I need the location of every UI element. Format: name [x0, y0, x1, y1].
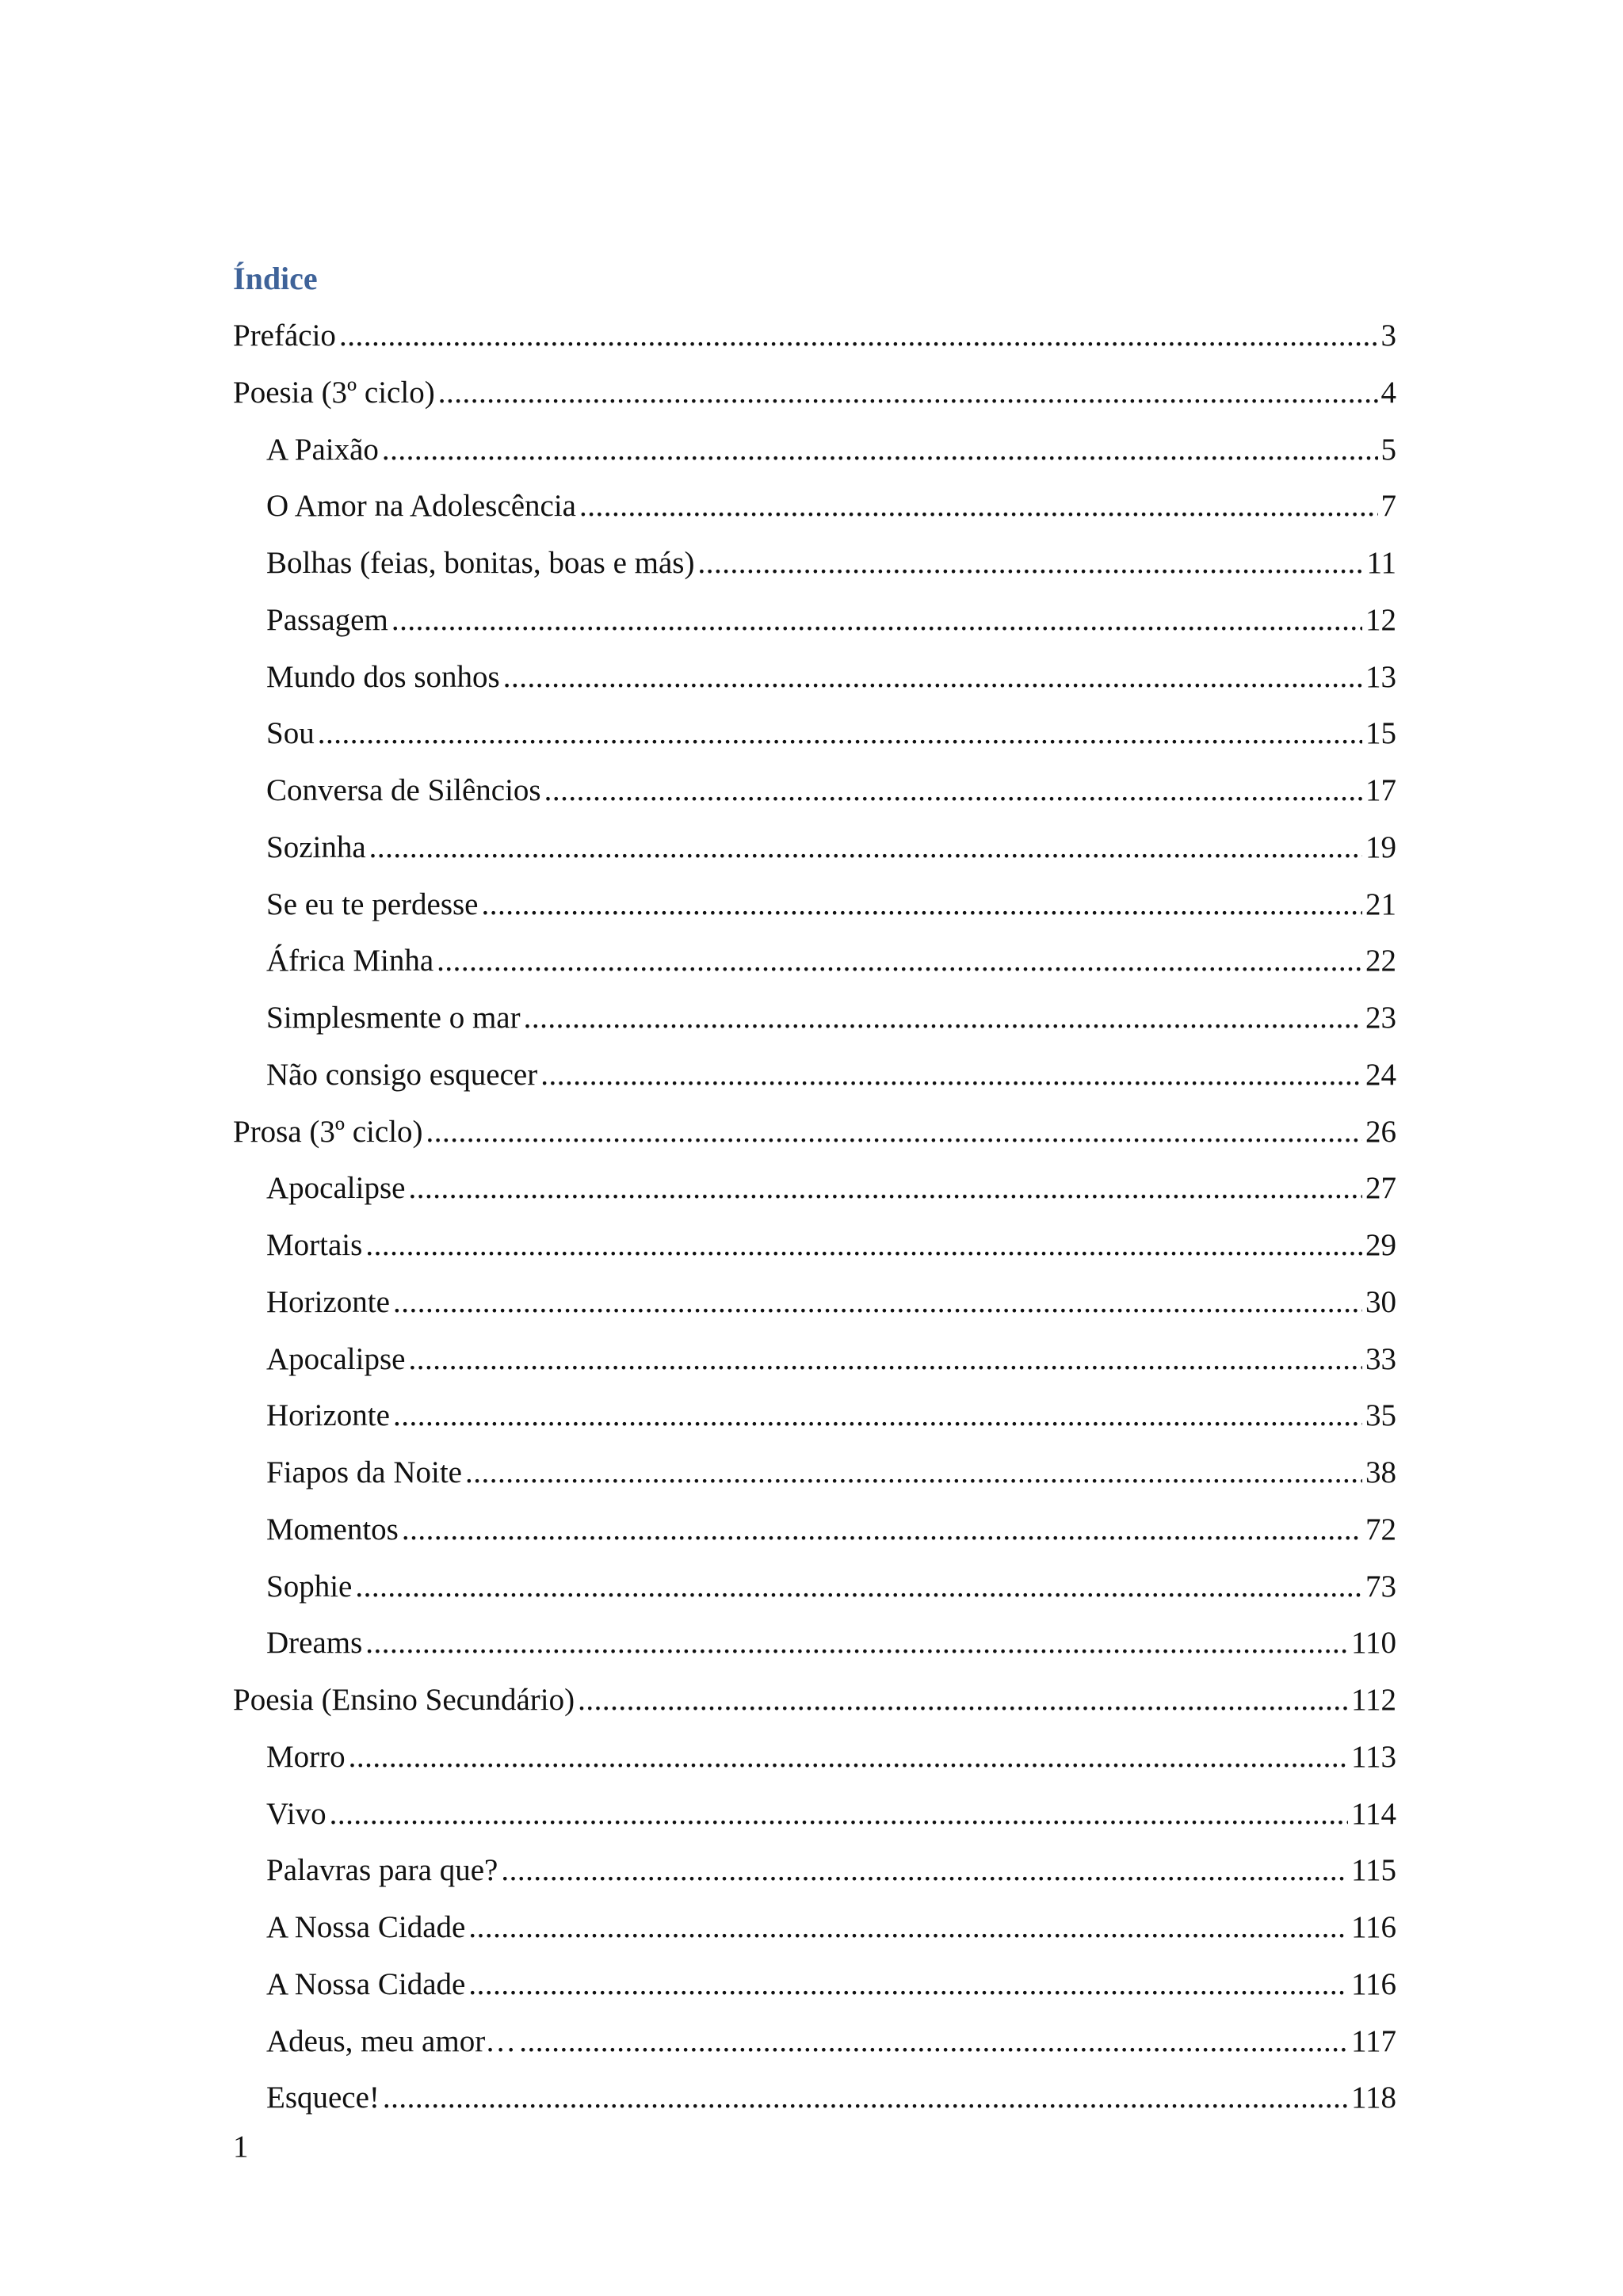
toc-dot-leader: [503, 654, 1362, 701]
toc-entry-title: Adeus, meu amor…: [266, 2023, 517, 2058]
toc-entry-page-number: 12: [1365, 602, 1396, 637]
toc-entry[interactable]: [233, 1847, 1396, 1904]
toc-entry[interactable]: [233, 540, 1396, 597]
toc-entry[interactable]: [233, 767, 1396, 824]
toc-dot-leader: [355, 1563, 1362, 1611]
toc-entry[interactable]: [233, 1336, 1396, 1393]
toc-entry-page-number: 38: [1365, 1455, 1396, 1489]
toc-entry-page-number: 116: [1350, 1910, 1396, 1944]
toc-entry-page-number: 118: [1350, 2081, 1396, 2115]
toc-entry[interactable]: [233, 1961, 1396, 2018]
toc-entry-title: Dreams: [266, 1626, 363, 1661]
toc-entry[interactable]: [233, 1279, 1396, 1336]
toc-entry-page-number: 27: [1365, 1171, 1396, 1206]
toc-dot-leader: [540, 1051, 1362, 1099]
toc-entry-page-number: 110: [1350, 1626, 1396, 1661]
toc-dot-leader: [330, 1791, 1348, 1838]
toc-entry[interactable]: [233, 1051, 1396, 1108]
toc-dot-leader: [393, 1392, 1362, 1440]
toc-entry[interactable]: [233, 1733, 1396, 1791]
toc-dot-leader: [382, 426, 1378, 474]
toc-entry-title: A Paixão: [266, 432, 379, 467]
toc-entry[interactable]: [233, 1676, 1396, 1733]
toc-entry-title: Mundo dos sonhos: [266, 659, 500, 694]
toc-dot-leader: [438, 369, 1378, 417]
toc-entry-title: A Nossa Cidade: [266, 1910, 466, 1944]
toc-entry-title: Poesia (3º ciclo): [233, 375, 435, 410]
toc-entry[interactable]: [233, 937, 1396, 994]
toc-entry-page-number: 112: [1350, 1683, 1396, 1717]
toc-entry-title: Não consigo esquecer: [266, 1057, 538, 1092]
toc-entry-title: Morro: [266, 1739, 346, 1774]
toc-entry[interactable]: [233, 1506, 1396, 1563]
toc-entry-page-number: 11: [1366, 546, 1396, 580]
toc-entry-page-number: 19: [1365, 830, 1396, 864]
toc-dot-leader: [408, 1165, 1362, 1212]
toc-entry[interactable]: [233, 710, 1396, 767]
toc-entry-title: Prefácio: [233, 318, 336, 353]
toc-dot-leader: [402, 1506, 1362, 1554]
toc-entry-title: Apocalipse: [266, 1341, 406, 1376]
toc-entry-page-number: 73: [1365, 1569, 1396, 1604]
toc-entry-page-number: 115: [1350, 1853, 1396, 1888]
toc-entry-page-number: 30: [1365, 1284, 1396, 1319]
toc-dot-leader: [408, 1336, 1362, 1383]
toc-entry-title: Se eu te perdesse: [266, 887, 479, 921]
toc-entry-title: Vivo: [266, 1796, 327, 1831]
toc-entry[interactable]: [233, 994, 1396, 1051]
toc-entry[interactable]: [233, 1392, 1396, 1449]
toc-dot-leader: [365, 1222, 1362, 1269]
toc-entry-title: A Nossa Cidade: [266, 1966, 466, 2001]
toc-entry-page-number: 4: [1381, 375, 1396, 410]
toc-entry-page-number: 35: [1365, 1398, 1396, 1433]
toc-entry-page-number: 7: [1381, 489, 1396, 524]
toc-entry-page-number: 22: [1365, 944, 1396, 978]
toc-title: Índice: [233, 261, 318, 296]
toc-dot-leader: [468, 1961, 1348, 2008]
toc-entry-page-number: 116: [1350, 1966, 1396, 2001]
toc-entry-title: Apocalipse: [266, 1171, 406, 1206]
toc-entry-title: Sozinha: [266, 830, 366, 864]
toc-entry-title: Passagem: [266, 602, 388, 637]
toc-dot-leader: [468, 1904, 1348, 1951]
toc-dot-leader: [519, 2018, 1348, 2065]
toc-entry[interactable]: [233, 1108, 1396, 1165]
toc-entry-page-number: 29: [1365, 1228, 1396, 1262]
toc-entry[interactable]: [233, 1904, 1396, 1961]
toc-dot-leader: [697, 540, 1363, 587]
toc-entry-title: Simplesmente o mar: [266, 1001, 521, 1035]
toc-entry-page-number: 114: [1350, 1796, 1396, 1831]
toc-entry[interactable]: [233, 426, 1396, 483]
toc-entry-page-number: 33: [1365, 1341, 1396, 1376]
toc-dot-leader: [365, 1619, 1348, 1667]
toc-dot-leader: [426, 1108, 1362, 1156]
toc-entry-title: Mortais: [266, 1228, 363, 1262]
toc-entry[interactable]: [233, 1563, 1396, 1620]
toc-entry-page-number: 17: [1365, 773, 1396, 807]
toc-entry[interactable]: [233, 1791, 1396, 1848]
toc-entry[interactable]: [233, 824, 1396, 881]
toc-entry-page-number: 24: [1365, 1057, 1396, 1092]
toc-dot-leader: [349, 1733, 1348, 1781]
toc-entry-page-number: 5: [1381, 432, 1396, 467]
toc-entry-page-number: 13: [1365, 659, 1396, 694]
toc-list: [233, 312, 1396, 2131]
toc-entry-title: Fiapos da Noite: [266, 1455, 462, 1489]
toc-entry-page-number: 21: [1365, 887, 1396, 921]
toc-dot-leader: [579, 482, 1378, 530]
toc-entry-title: Horizonte: [266, 1284, 390, 1319]
toc-entry-title: Horizonte: [266, 1398, 390, 1433]
toc-entry-title: O Amor na Adolescência: [266, 489, 576, 524]
toc-entry-page-number: 23: [1365, 1001, 1396, 1035]
toc-entry-page-number: 3: [1381, 318, 1396, 353]
toc-entry-page-number: 15: [1365, 716, 1396, 751]
toc-entry[interactable]: [233, 312, 1396, 369]
toc-entry[interactable]: [233, 597, 1396, 654]
toc-entry[interactable]: [233, 369, 1396, 426]
toc-entry[interactable]: [233, 881, 1396, 938]
toc-entry[interactable]: [233, 1222, 1396, 1279]
toc-dot-leader: [393, 1279, 1362, 1326]
toc-dot-leader: [339, 312, 1378, 360]
toc-dot-leader: [391, 597, 1362, 644]
toc-entry-title: Palavras para que?: [266, 1853, 498, 1888]
toc-dot-leader: [481, 881, 1362, 929]
toc-entry[interactable]: [233, 2018, 1396, 2075]
toc-entry-page-number: 26: [1365, 1114, 1396, 1149]
toc-entry-title: África Minha: [266, 944, 434, 978]
toc-entry[interactable]: [233, 1165, 1396, 1222]
toc-dot-leader: [369, 824, 1362, 871]
toc-entry-page-number: 113: [1350, 1739, 1396, 1774]
page-number: 1: [233, 2130, 249, 2164]
toc-entry-title: Conversa de Silêncios: [266, 773, 541, 807]
toc-entry-title: Sophie: [266, 1569, 353, 1604]
toc-dot-leader: [318, 710, 1362, 757]
toc-dot-leader: [578, 1676, 1348, 1724]
toc-entry-page-number: 72: [1365, 1512, 1396, 1547]
toc-entry[interactable]: [233, 482, 1396, 540]
toc-dot-leader: [501, 1847, 1348, 1894]
toc-dot-leader: [524, 994, 1362, 1042]
toc-entry-title: Esquece!: [266, 2081, 380, 2115]
toc-dot-leader: [465, 1449, 1362, 1497]
toc-dot-leader: [437, 937, 1362, 985]
toc-dot-leader: [383, 2074, 1348, 2122]
toc-entry[interactable]: [233, 1619, 1396, 1676]
toc-entry-page-number: 117: [1350, 2023, 1396, 2058]
toc-entry[interactable]: [233, 1449, 1396, 1506]
toc-entry-title: Prosa (3º ciclo): [233, 1114, 423, 1149]
toc-entry[interactable]: [233, 2074, 1396, 2131]
toc-entry-title: Bolhas (feias, bonitas, boas e más): [266, 546, 695, 580]
toc-entry[interactable]: [233, 654, 1396, 711]
toc-entry-title: Sou: [266, 716, 315, 751]
toc-entry-title: Momentos: [266, 1512, 399, 1547]
toc-entry-title: Poesia (Ensino Secundário): [233, 1683, 575, 1717]
toc-dot-leader: [544, 767, 1362, 814]
